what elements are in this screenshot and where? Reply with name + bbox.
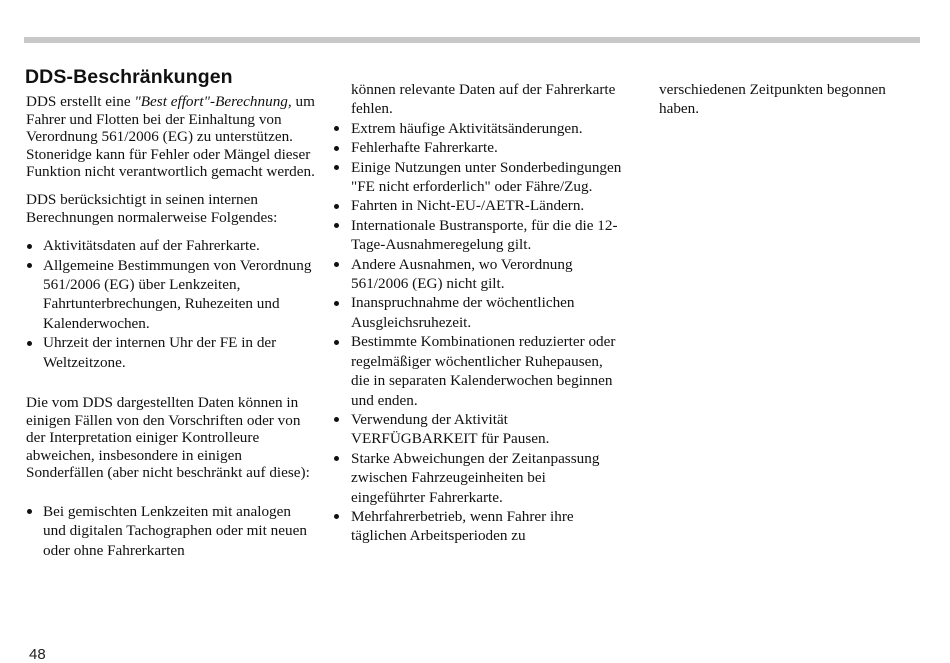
intro-text-a: DDS erstellt eine [26,93,135,110]
considerations-paragraph: DDS berücksichtigt in seinen internen Berechnungen normalerweise Folgendes: [26,190,278,226]
list-item: Fehlerhafte Fahrerkarte. [333,138,623,157]
list-item: Internationale Bustransporte, für die die 12-Tage-Ausnahmeregelung gilt. [333,216,623,255]
column-2 [333,80,623,546]
intro-text-b: um Fahrer und Flotten bei der Einhaltung von Verordnung 561/2006 (EG) zu unterstützen. Stoneridge kann für Fehler oder Mängel dieser Funktion nicht verantwortlich gemacht werden. [26,93,315,181]
header-rule [24,37,920,43]
column-1 [26,93,316,560]
best-effort-term: "Best effort"-Berechnung, [134,93,292,110]
list-item: Fahrten in Nicht-EU-/AETR-Ländern. [333,196,623,215]
special-cases-list-continued [333,119,623,546]
list-item-continuation: können relevante Daten auf der Fahrerkarte fehlen. [351,81,616,118]
section-heading: DDS-Beschränkungen [25,66,233,88]
considerations-list [26,236,316,372]
list-item: Uhrzeit der internen Uhr der FE in der Weltzeitzone. [26,333,316,372]
page-number: 48 [29,646,46,663]
column-3 [659,80,919,119]
list-item: Bei gemischten Lenkzeiten mit analogen und digitalen Tachographen oder mit neuen oder ohne Fahrerkarten [26,502,316,560]
list-item: Extrem häufige Aktivitätsänderungen. [333,119,623,138]
list-item: Starke Abweichungen der Zeitanpassung zwischen Fahrzeugeinheiten bei eingeführter Fahrerkarte. [333,449,623,507]
list-item: Mehrfahrerbetrieb, wenn Fahrer ihre täglichen Arbeitsperioden zu [333,507,623,546]
special-cases-list [26,502,316,560]
list-item: Inanspruchnahme der wöchentlichen Ausgleichsruhezeit. [333,293,623,332]
list-item: Andere Ausnahmen, wo Verordnung 561/2006 (EG) nicht gilt. [333,255,623,294]
list-item-continuation: verschiedenen Zeitpunkten begonnen haben. [659,81,886,118]
list-item: Bestimmte Kombinationen reduzierter oder regelmäßiger wöchentlicher Ruhepausen, die in separaten Kalenderwochen beginnen und enden. [333,332,623,410]
list-item: Allgemeine Bestimmungen von Verordnung 561/2006 (EG) über Lenkzeiten, Fahrtunterbrechungen, Ruhezeiten und Kalenderwochen. [26,256,316,334]
list-item: Einige Nutzungen unter Sonderbedingungen "FE nicht erforderlich" oder Fähre/Zug. [333,158,623,197]
list-item: Aktivitätsdaten auf der Fahrerkarte. [26,236,316,255]
deviation-paragraph: Die vom DDS dargestellten Daten können in einigen Fällen von den Vorschriften oder von der Interpretation einiger Kontrolleure abweichen, insbesondere in einigen Sonderfällen (aber nicht beschränkt auf diese): [26,394,310,482]
intro-paragraph [26,93,316,181]
list-item: Verwendung der Aktivität VERFÜGBARKEIT für Pausen. [333,410,623,449]
